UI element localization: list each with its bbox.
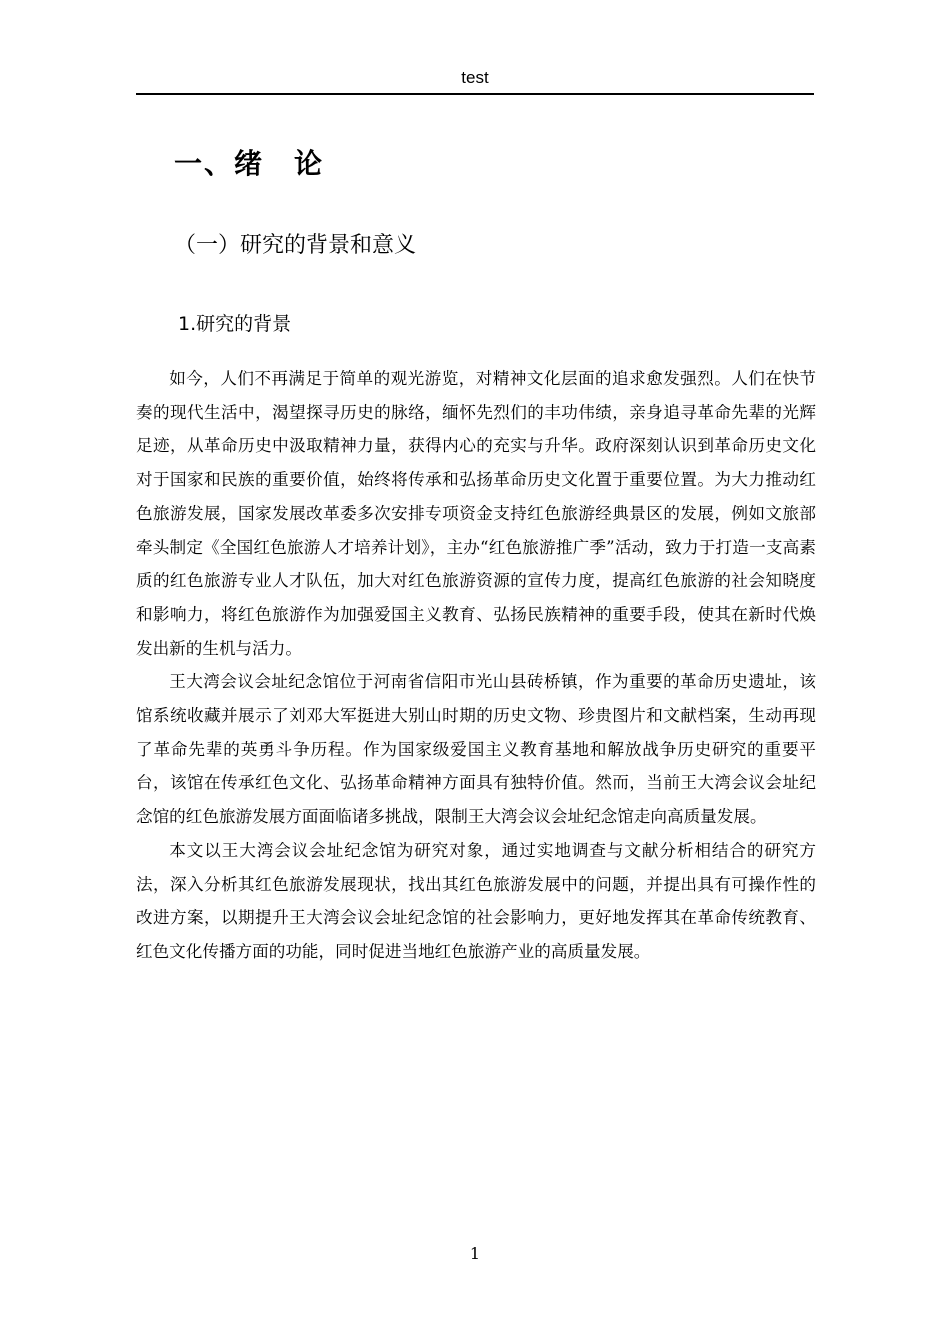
paragraph-1: 如今，人们不再满足于简单的观光游览，对精神文化层面的追求愈发强烈。人们在快节奏的现代生活中，渴望探寻历史的脉络，缅怀先烈们的丰功伟绩，亲身追寻革命先辈的光辉足迹，从革命历史中汲取精神力量，获得内心的充实与升华。政府深刻认识到革命历史文化对于国家和民族的重要价值，始终将传承和弘扬革命历史文化置于重要位置。为大力推动红色旅游发展，国家发展改革委多次安排专项资金支持红色旅游经典景区的发展，例如文旅部牵头制定《全国红色旅游人才培养计划》，主办“红色旅游推广季”活动，致力于打造一支高素质的红色旅游专业人才队伍，加大对红色旅游资源的宣传力度，提高红色旅游的社会知晓度和影响力，将红色旅游作为加强爱国主义教育、弘扬民族精神的重要手段，使其在新时代焕发出新的生机与活力。 — [136, 369, 816, 658]
body-text — [136, 362, 816, 969]
header-divider — [136, 93, 814, 95]
page-header: test — [461, 68, 489, 87]
subsection-title: 1.研究的背景 — [178, 313, 292, 335]
paragraph-2: 王大湾会议会址纪念馆位于河南省信阳市光山县砖桥镇，作为重要的革命历史遗址，该馆系统收藏并展示了刘邓大军挺进大别山时期的历史文物、珍贵图片和文献档案，生动再现了革命先辈的英勇斗争历程。作为国家级爱国主义教育基地和解放战争历史研究的重要平台，该馆在传承红色文化、弘扬革命精神方面具有独特价值。然而，当前王大湾会议会址纪念馆的红色旅游发展方面面临诸多挑战，限制王大湾会议会址纪念馆走向高质量发展。 — [136, 672, 816, 827]
paragraph-3: 本文以王大湾会议会址纪念馆为研究对象，通过实地调查与文献分析相结合的研究方法，深入分析其红色旅游发展现状，找出其红色旅游发展中的问题，并提出具有可操作性的改进方案，以期提升王大湾会议会址纪念馆的社会影响力，更好地发挥其在革命传统教育、红色文化传播方面的功能，同时促进当地红色旅游产业的高质量发展。 — [136, 840, 816, 961]
section-title: （一）研究的背景和意义 — [174, 233, 417, 258]
chapter-title: 一、绪 论 — [174, 147, 325, 180]
page-number: 1 — [469, 1244, 481, 1263]
